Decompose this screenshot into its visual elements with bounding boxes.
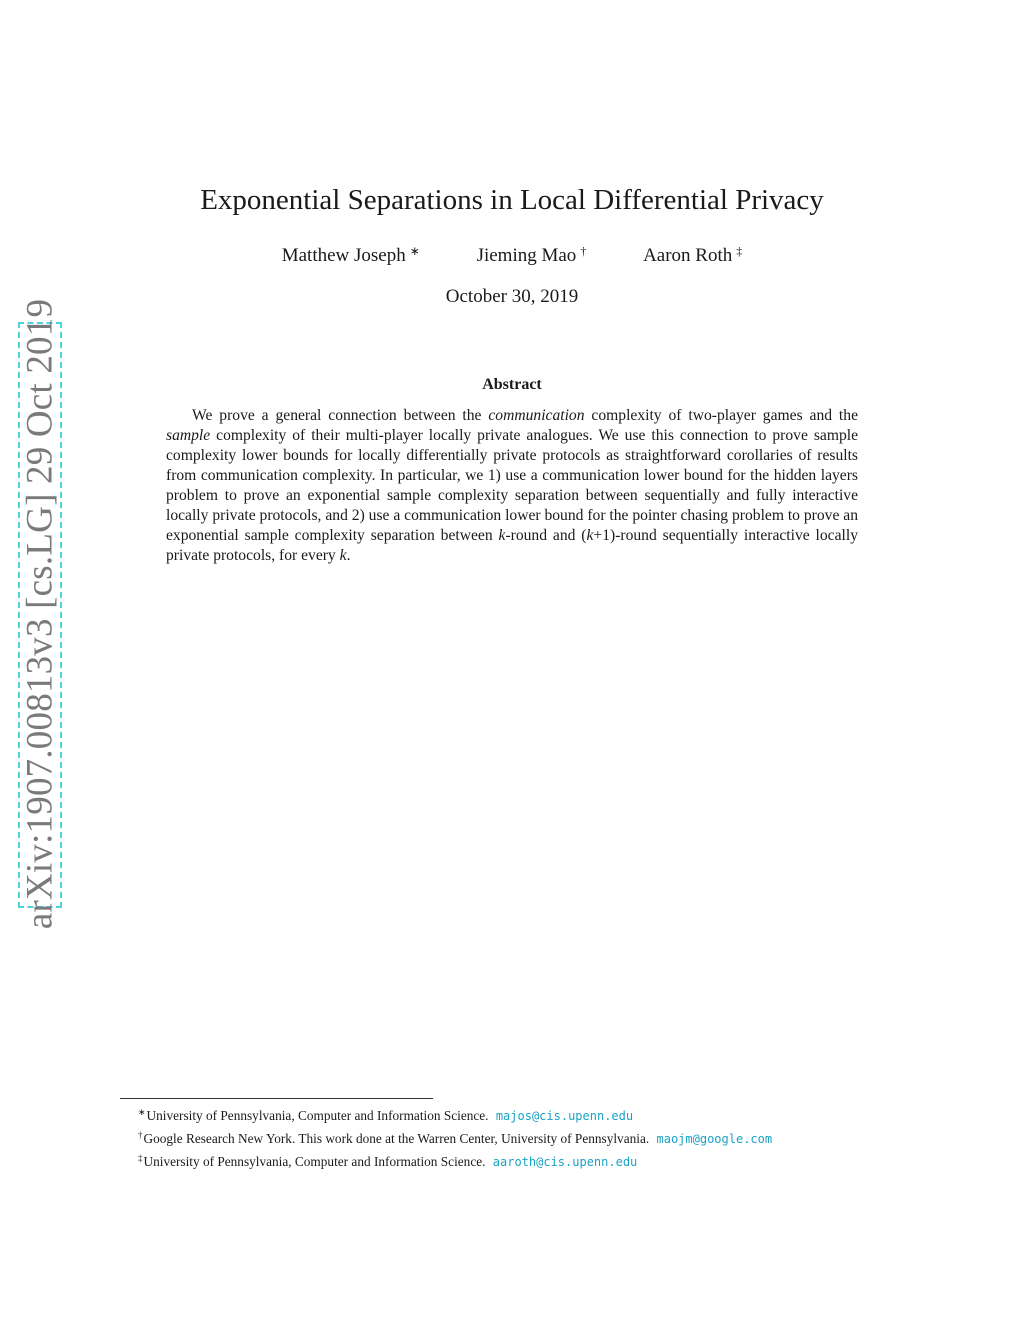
footnote [138, 1149, 938, 1172]
author-mark: ∗ [409, 244, 420, 258]
footnote-text: Google Research New York. This work done at the Warren Center, University of Pennsylvania. [143, 1131, 650, 1146]
abstract-segment: complexity of their multi-player locally private analogues. We use this connection to prove sample complexity lower bounds for locally differentially private protocols as straightforward corollaries of results from communication complexity. In particular, we 1) use a communication lower bound for the hidden layers problem to prove an exponential sample complexity separation between sequentially and fully interactive locally private protocols, and 2) use a communication lower bound for the pointer chasing problem to prove an exponential sample complexity separation between [166, 427, 858, 544]
footnote-text: University of Pennsylvania, Computer and Information Science. [143, 1154, 486, 1169]
author-list [0, 244, 1024, 267]
paper-date: October 30, 2019 [445, 286, 579, 307]
author [477, 244, 587, 267]
footnote-mark: ‡ [138, 1153, 143, 1163]
author-mark: ‡ [736, 244, 743, 258]
email-link[interactable]: maojm@google.com [656, 1132, 773, 1146]
email-link[interactable]: majos@cis.upenn.edu [495, 1109, 634, 1123]
abstract-segment: -round and ( [505, 527, 587, 544]
author-mark: † [580, 244, 587, 258]
footnote [138, 1103, 938, 1126]
abstract-heading: Abstract [482, 376, 542, 393]
footnote-text: University of Pennsylvania, Computer and Information Science. [146, 1108, 489, 1123]
abstract-text [166, 406, 858, 566]
author-name: Matthew Joseph [281, 245, 406, 266]
author-name: Aaron Roth [643, 245, 733, 266]
footnote-mark: ∗ [138, 1107, 146, 1117]
footnote [138, 1126, 938, 1149]
abstract-segment: . [346, 547, 351, 564]
abstract-segment: complexity of two-player games and the [584, 407, 858, 424]
abstract-segment: We prove a general connection between the [192, 407, 489, 424]
abstract-segment: +1)-round sequentially interactive locally private protocols, for every [166, 527, 858, 564]
abstract-emphasis: sample [166, 427, 211, 444]
email-link[interactable]: aaroth@cis.upenn.edu [492, 1155, 638, 1169]
author [643, 244, 742, 267]
footnotes [138, 1103, 938, 1172]
paper-title: Exponential Separations in Local Differential Privacy [200, 184, 824, 216]
abstract-emphasis: communication [488, 407, 585, 424]
author-name: Jieming Mao [476, 245, 577, 266]
abstract-math: k [339, 547, 347, 564]
footnote-divider [120, 1098, 433, 1099]
abstract-math: k [498, 527, 506, 544]
author [282, 244, 420, 267]
abstract-math: k [586, 527, 594, 544]
footnote-mark: † [138, 1130, 143, 1140]
arxiv-stamp-text: arXiv:1907.00813v3 [cs.LG] 29 Oct 2019 [19, 298, 61, 930]
